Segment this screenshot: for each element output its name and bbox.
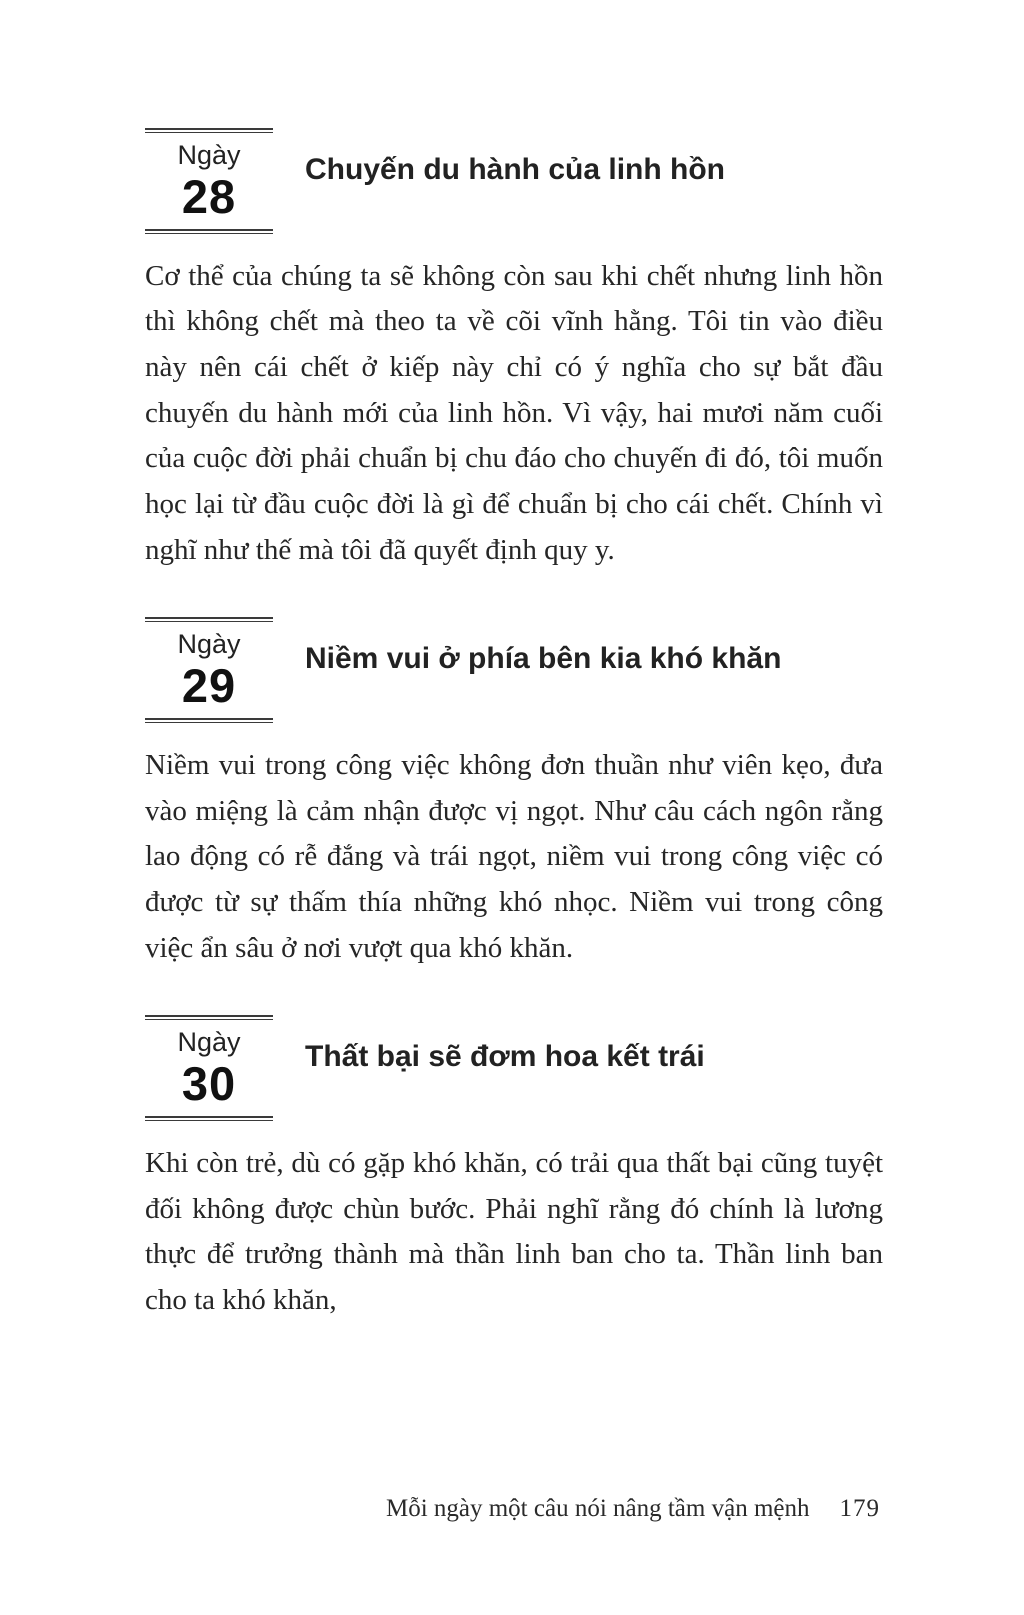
section-title: Thất bại sẽ đơm hoa kết trái — [305, 1040, 705, 1074]
day-word: Ngày — [177, 140, 241, 170]
page-content — [145, 128, 883, 1368]
section-header — [145, 617, 883, 723]
bottom-rule — [145, 1116, 273, 1121]
section-body: Cơ thể của chúng ta sẽ không còn sau khi chết nhưng linh hồn thì không chết mà theo ta về cõi vĩnh hằng. Tôi tin vào điều này nên cái chết ở kiếp này chỉ có ý nghĩa cho sự bắt đầu chuyến du hành mới của linh hồn. Vì vậy, hai mươi năm cuối của cuộc đời phải chuẩn bị chu đáo cho chuyến đi đó, tôi muốn học lại từ đầu cuộc đời là gì để chuẩn bị cho cái chết. Chính vì nghĩ như thế mà tôi đã quyết định quy y. — [145, 259, 883, 566]
day-badge — [145, 1015, 273, 1121]
day-number: 30 — [181, 1057, 237, 1111]
page-number: 179 — [839, 1495, 880, 1522]
bottom-rule — [145, 229, 273, 234]
section-title: Niềm vui ở phía bên kia khó khăn — [305, 642, 782, 676]
top-rule — [145, 128, 273, 133]
page-footer — [386, 1495, 880, 1523]
section-day-28 — [145, 128, 883, 573]
running-title: Mỗi ngày một câu nói nâng tầm vận mệnh — [385, 1495, 810, 1522]
bottom-rule — [145, 718, 273, 723]
section-header — [145, 1015, 883, 1121]
section-title: Chuyến du hành của linh hồn — [305, 153, 725, 186]
day-badge — [145, 617, 273, 723]
top-rule — [145, 1015, 273, 1020]
top-rule — [145, 617, 273, 622]
day-badge — [145, 128, 273, 234]
section-body: Khi còn trẻ, dù có gặp khó khăn, có trải qua thất bại cũng tuyệt đối không được chùn bước. Phải nghĩ rằng đó chính là lương thực để trưởng thành mà thần linh ban cho ta. Thần linh ban cho ta khó khăn, — [145, 1147, 883, 1317]
section-day-29 — [145, 617, 883, 971]
day-word: Ngày — [177, 1027, 241, 1058]
day-number: 28 — [181, 169, 237, 223]
section-day-30 — [145, 1015, 883, 1323]
section-body: Niềm vui trong công việc không đơn thuần như viên kẹo, đưa vào miệng là cảm nhận được vị ngọt. Như câu cách ngôn rằng lao động có rễ đắng và trái ngọt, niềm vui trong công việc có được từ sự thấm thía những khó nhọc. Niềm vui trong công việc ẩn sâu ở nơi vượt qua khó khăn. — [145, 749, 883, 964]
day-word: Ngày — [177, 629, 241, 660]
day-number: 29 — [181, 659, 237, 713]
section-header — [145, 128, 883, 234]
